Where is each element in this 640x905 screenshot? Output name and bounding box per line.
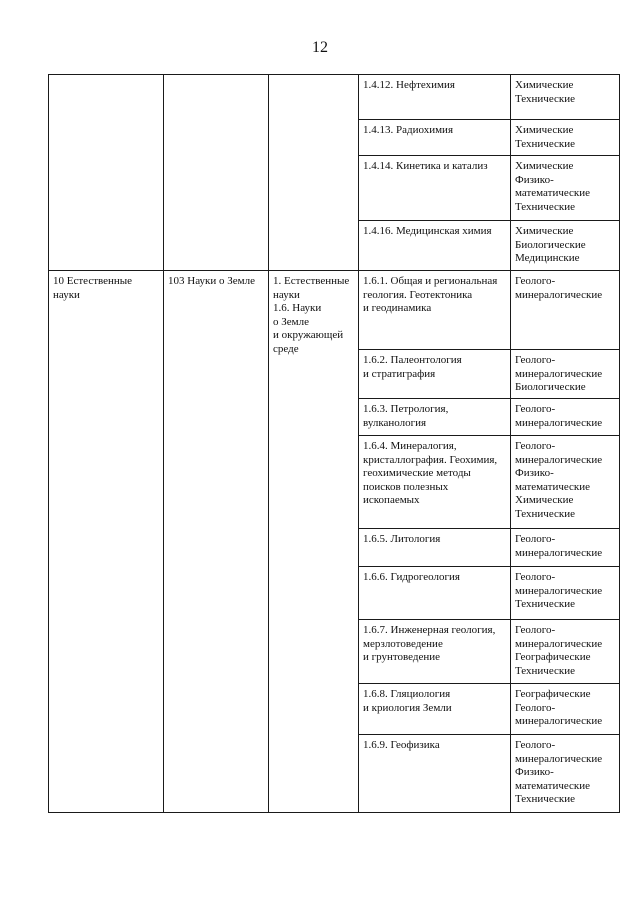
degree-text: минералогические <box>515 584 603 597</box>
specialty-text: геохимические методы <box>363 467 471 479</box>
branch-text: и окружающей <box>273 329 344 341</box>
degree-text: минералогические <box>515 637 603 650</box>
degree-text: минералогические <box>515 367 603 380</box>
specialty-text: кристаллография. Геохимия, <box>363 453 498 466</box>
specialty-text: 1.6.2. Палеонтология <box>363 354 462 366</box>
degree-text: минералогические <box>515 416 603 429</box>
degree-text: Биологические <box>515 381 586 393</box>
area-text: 10 Естественные <box>53 275 133 287</box>
specialty-text: 1.6.8. Гляциология <box>363 688 451 700</box>
specialty-cell <box>359 399 511 436</box>
specialty-text: 1.6.5. Литология <box>363 533 441 545</box>
branch-text: 1. Естественные <box>273 275 350 287</box>
specialty-text: и стратиграфия <box>363 367 436 380</box>
table-row <box>49 271 620 350</box>
area-cell-empty <box>49 75 164 271</box>
degree-text: Геолого- <box>515 739 556 751</box>
specialty-cell <box>359 271 511 350</box>
degree-cell <box>511 271 620 350</box>
specialty-cell <box>359 120 511 156</box>
specialties-table <box>48 74 620 813</box>
degree-text: Технические <box>515 793 575 805</box>
specialty-text: мерзлотоведение <box>363 637 443 650</box>
branch-text: науки <box>273 288 300 301</box>
specialty-cell <box>359 75 511 120</box>
specialty-cell <box>359 735 511 813</box>
area-text: науки <box>53 288 80 301</box>
specialty-text: 1.6.7. Инженерная геология, <box>363 624 496 636</box>
specialty-text: 1.4.16. Медицинская химия <box>363 225 492 237</box>
degree-text: Геолого- <box>515 440 556 452</box>
degree-text: минералогические <box>515 288 603 301</box>
table-row <box>49 75 620 120</box>
branch-text: 1.6. Науки <box>273 302 322 314</box>
degree-cell <box>511 399 620 436</box>
degree-text: Химические <box>515 124 574 136</box>
degree-text: Медицинские <box>515 252 580 264</box>
specialty-text: ископаемых <box>363 494 420 506</box>
degree-text: Геолого- <box>515 275 556 287</box>
specialty-text: 1.4.13. Радиохимия <box>363 124 454 136</box>
specialty-text: геология. Геотектоника <box>363 288 473 301</box>
degree-cell <box>511 684 620 735</box>
group-cell <box>164 271 269 813</box>
specialty-text: 1.6.1. Общая и региональная <box>363 275 498 287</box>
specialty-text: 1.4.14. Кинетика и катализ <box>363 160 488 172</box>
degree-text: Биологические <box>515 238 586 251</box>
degree-cell <box>511 567 620 620</box>
specialty-text: и грунтоведение <box>363 651 441 663</box>
branch-cell <box>269 271 359 813</box>
degree-text: Физико- <box>515 467 554 479</box>
degree-text: Технические <box>515 598 575 610</box>
degree-cell <box>511 120 620 156</box>
specialty-cell <box>359 350 511 399</box>
degree-text: Географические <box>515 688 591 700</box>
specialty-text: 1.6.4. Минералогия, <box>363 440 457 452</box>
degree-text: Технические <box>515 92 575 105</box>
specialty-cell <box>359 436 511 529</box>
degree-cell <box>511 529 620 567</box>
degree-text: минералогические <box>515 752 603 765</box>
degree-text: Географические <box>515 651 591 663</box>
branch-text: о Земле <box>273 315 309 328</box>
degree-text: Технические <box>515 200 575 213</box>
branch-cell-empty <box>269 75 359 271</box>
degree-text: Технические <box>515 664 575 677</box>
degree-text: Химические <box>515 225 574 237</box>
degree-text: Геолого- <box>515 701 556 714</box>
degree-cell <box>511 75 620 120</box>
degree-cell <box>511 436 620 529</box>
degree-cell <box>511 620 620 684</box>
degree-text: Геолого- <box>515 354 556 366</box>
degree-cell <box>511 735 620 813</box>
area-cell <box>49 271 164 813</box>
degree-text: Химические <box>515 494 574 506</box>
degree-text: Геолого- <box>515 533 556 545</box>
degree-text: Технические <box>515 507 575 520</box>
degree-text: Технические <box>515 137 575 150</box>
degree-text: минералогические <box>515 715 603 727</box>
specialty-cell <box>359 684 511 735</box>
degree-text: Геолого- <box>515 624 556 636</box>
group-cell-empty <box>164 75 269 271</box>
degree-text: минералогические <box>515 453 603 466</box>
degree-cell <box>511 221 620 271</box>
degree-text: математические <box>515 187 591 199</box>
specialty-text: 1.6.6. Гидрогеология <box>363 571 460 583</box>
degree-text: минералогические <box>515 546 603 559</box>
degree-text: Химические <box>515 79 574 91</box>
degree-text: Геолого- <box>515 403 556 415</box>
degree-text: математические <box>515 779 591 792</box>
specialty-text: вулканология <box>363 416 427 429</box>
specialty-cell <box>359 221 511 271</box>
degree-cell <box>511 156 620 221</box>
specialty-cell <box>359 620 511 684</box>
degree-text: Геолого- <box>515 571 556 583</box>
degree-text: Химические <box>515 160 574 172</box>
branch-text: среде <box>273 342 299 355</box>
specialty-text: и геодинамика <box>363 302 432 314</box>
group-text: 103 Науки о Земле <box>168 275 255 287</box>
degree-text: математические <box>515 480 591 493</box>
specialty-cell <box>359 567 511 620</box>
page-number: 12 <box>312 39 328 56</box>
specialty-text: 1.6.3. Петрология, <box>363 403 449 415</box>
specialty-text: поисков полезных <box>363 480 449 493</box>
degree-text: Физико- <box>515 173 554 186</box>
specialty-text: 1.4.12. Нефтехимия <box>363 79 455 91</box>
specialty-cell <box>359 529 511 567</box>
degree-text: Физико- <box>515 766 554 778</box>
specialty-text: и криология Земли <box>363 701 452 714</box>
degree-cell <box>511 350 620 399</box>
specialty-cell <box>359 156 511 221</box>
specialty-text: 1.6.9. Геофизика <box>363 739 440 751</box>
